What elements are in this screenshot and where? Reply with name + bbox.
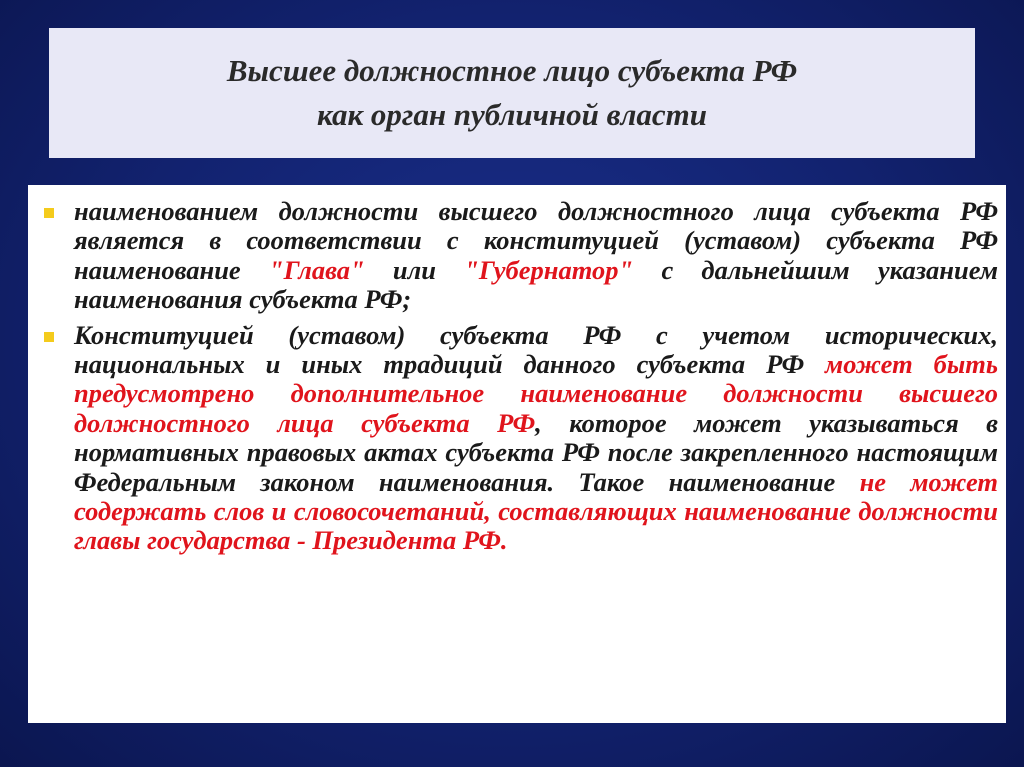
bullet-1-highlight-gubernator: "Губернатор" bbox=[464, 254, 634, 285]
bullet-item-1 bbox=[38, 197, 998, 315]
slide-title-box bbox=[49, 28, 975, 158]
slide-content-box bbox=[28, 185, 1006, 723]
slide-title-line-2: как орган публичной власти bbox=[317, 97, 707, 132]
square-bullet-icon bbox=[44, 208, 54, 218]
bullet-1-text-a: наименованием должности высшего должностного лица субъекта РФ является в соответствии с конституцией (уставом) субъекта РФ наименование bbox=[74, 196, 998, 285]
bullet-2-highlight-additional-name: может быть предусмотрено дополнительное наименование должности высшего должностного лица субъекта РФ bbox=[74, 349, 998, 438]
bullet-2-text-b: , которое может указываться в нормативных правовых актах субъекта РФ после закрепленного настоящим Федеральным законом наименования. Такое наименование bbox=[74, 407, 998, 497]
bullet-item-2 bbox=[38, 321, 998, 556]
bullet-1-text-b: или bbox=[364, 254, 465, 285]
bullet-1-highlight-glava: "Глава" bbox=[268, 254, 365, 285]
square-bullet-icon bbox=[44, 332, 54, 342]
bullet-2-text-a: Конституцией (уставом) субъекта РФ с учетом исторических, национальных и иных традиций данного субъекта РФ bbox=[74, 319, 998, 380]
bullet-1-text-c: с дальнейшим указанием наименования субъекта РФ; bbox=[74, 254, 999, 315]
slide-title-line-1: Высшее должностное лицо субъекта РФ bbox=[226, 53, 798, 88]
bullet-2-highlight-restriction: не может содержать слов и словосочетаний, составляющих наименование должности главы государства - Президента РФ. bbox=[74, 466, 998, 556]
